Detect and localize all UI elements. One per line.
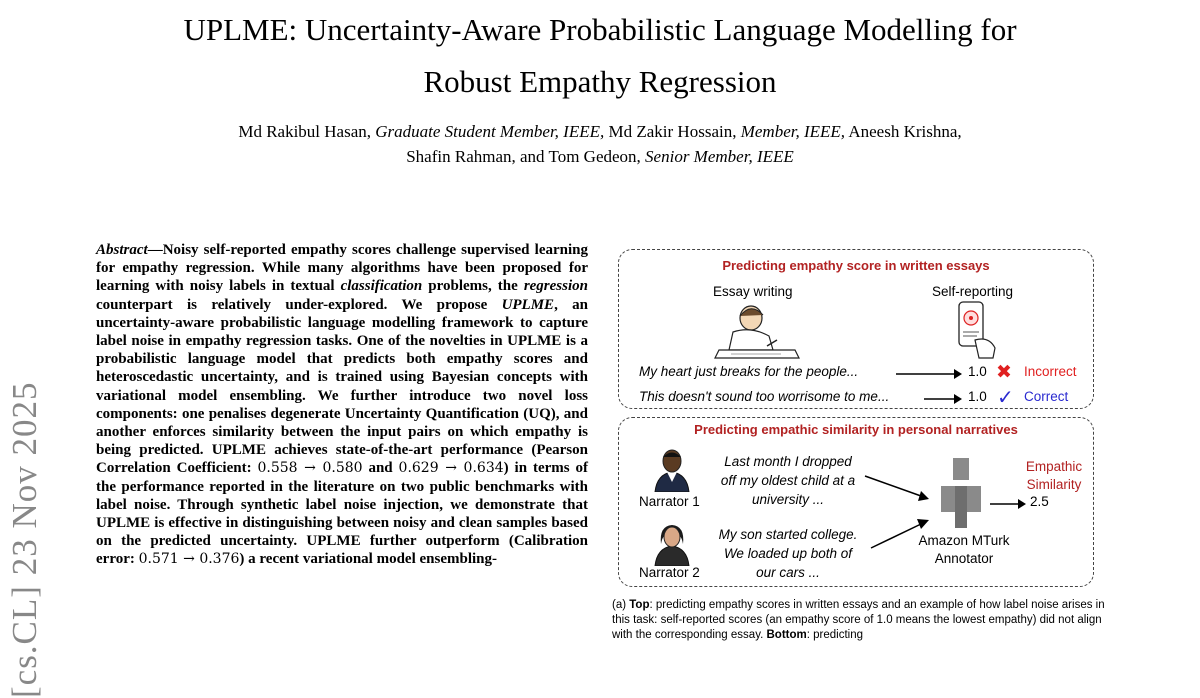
abstract-uplme: UPLME <box>501 296 555 313</box>
authors-line-1 <box>0 119 1200 144</box>
example-2-text: This doesn't sound too worrisome to me... <box>639 389 890 404</box>
abstract-math-1: 0.558 → 0.580 <box>257 460 363 477</box>
abstract-text-1: Noisy self-reported empathy scores challenge supervised learning for empathy regression. While many algorithms have been proposed for learning with noisy labels in textual <box>96 242 588 295</box>
narrative-1-text <box>709 452 867 509</box>
author-list <box>0 119 1200 169</box>
abstract-dash: — <box>147 242 163 258</box>
author-1: Md Rakibul Hasan, <box>238 122 372 141</box>
example-2-score: 1.0 <box>968 389 987 404</box>
cross-icon: ✖ <box>996 362 1012 383</box>
author-1-role: Graduate Student Member, IEEE, <box>375 122 605 141</box>
author-3: Aneesh Krishna, <box>848 122 962 141</box>
author-4: Shafin Rahman, and Tom Gedeon, <box>406 147 641 166</box>
figure-caption <box>612 598 1112 643</box>
example-2-arrow-icon <box>924 392 962 406</box>
author-2-role: Member, IEEE, <box>740 122 846 141</box>
narrative-1-line-2: off my oldest child at a <box>720 473 856 488</box>
narrator-1-avatar-icon <box>651 448 693 492</box>
narrator-2-avatar-icon <box>651 522 693 566</box>
abstract-math-2: 0.629 → 0.634 <box>398 460 504 477</box>
arxiv-stamp: [cs.CL] 23 Nov 2025 <box>5 381 44 698</box>
annotator-label <box>915 532 1013 568</box>
abstract-label: Abstract <box>96 242 148 258</box>
abstract-classification: classification <box>340 278 423 295</box>
authors-line-2 <box>0 144 1200 169</box>
abstract-text-2: problems, the <box>422 278 524 295</box>
abstract-text-4: , an uncertainty-aware probabilistic language modelling framework to capture label noise in empathy regression tasks. One of the novelties in UPLME is a probabilistic language model that predicts both empathy scores and heteroscedastic uncertainty, and is trained using Bayesian concepts with variational model ensembling. We further introduce two novel loss components: one penalises degenerate Uncertainty Quantification (UQ), and another enforces similarity between the input pairs on which empathy is being predicted. UPLME achieves state-of-the-art performance (Pearson Correlation Coefficient: <box>96 296 588 477</box>
narrator-2-label: Narrator 2 <box>639 565 700 580</box>
narrative-2-line-2: We loaded up both of <box>723 546 853 561</box>
caption-text-2: : predicting <box>806 629 863 641</box>
bottom-panel-title: Predicting empathic similarity in personal narratives <box>694 422 1018 437</box>
self-reporting-label: Self-reporting <box>932 284 1014 299</box>
narrative-2-line-3: our cars ... <box>756 565 820 580</box>
narrative-1-arrow-icon <box>865 476 921 496</box>
example-1-score: 1.0 <box>968 364 987 379</box>
figure-bottom-panel <box>618 417 1094 587</box>
figure-top-panel <box>618 249 1094 409</box>
caption-top: Top <box>629 599 650 611</box>
abstract <box>96 241 588 569</box>
title-line-1: UPLME: Uncertainty-Aware Probabilistic Language Modelling for <box>183 12 1017 47</box>
abstract-regression: regression <box>523 278 588 295</box>
example-1-arrow-icon <box>896 367 962 381</box>
narrative-1-line-3: university ... <box>751 492 825 507</box>
example-2-label: Correct <box>1024 389 1069 404</box>
narrative-2-text <box>709 525 867 582</box>
mturk-annotator-icon <box>939 456 983 530</box>
narrator-1-label: Narrator 1 <box>639 494 700 509</box>
abstract-math-3: 0.571 → 0.376 <box>138 551 240 568</box>
empathic-similarity-label <box>1021 458 1087 494</box>
figure <box>610 244 1100 590</box>
annotator-line-2: Annotator <box>934 551 994 566</box>
essay-writing-label: Essay writing <box>713 284 793 299</box>
author-2: Md Zakir Hossain, <box>608 122 737 141</box>
similarity-value: 2.5 <box>1030 494 1049 509</box>
author-4-role: Senior Member, IEEE <box>645 147 794 166</box>
narrative-1-line-1: Last month I dropped <box>724 454 852 469</box>
similarity-line-2: Similarity <box>1026 477 1082 492</box>
abstract-text-6: ) in terms of the performance reported in the literature on two public benchmarks with label noise. Through synthetic label noise injection, we demonstrate that UPLME is effective in distinguishing between noisy and clean samples based on the predicted uncertainty. UPLME further outperform (Calibration error: <box>96 460 588 568</box>
similarity-line-1: Empathic <box>1025 459 1083 474</box>
example-1-text: My heart just breaks for the people... <box>639 364 859 379</box>
abstract-text-3: counterpart is relatively under-explored. We propose <box>96 296 502 313</box>
phone-rating-icon <box>949 300 999 360</box>
narrative-2-arrow-icon <box>871 524 921 548</box>
abstract-text-5: and <box>362 460 399 477</box>
title-line-2: Robust Empathy Regression <box>423 64 777 99</box>
top-panel-title: Predicting empathy score in written essays <box>722 258 990 273</box>
caption-text-1: : predicting empathy scores in written essays and an example of how label noise arises in this task: self-reported scores (an empathy score of 1.0 means the lowest empathy) did not align with the corresponding essay. <box>612 599 1105 641</box>
example-1-label: Incorrect <box>1024 364 1077 379</box>
paper-title <box>0 4 1200 108</box>
check-icon: ✓ <box>997 387 1014 409</box>
caption-prefix: (a) <box>612 599 630 611</box>
annotator-line-1: Amazon MTurk <box>918 533 1010 548</box>
narrative-2-line-1: My son started college. <box>718 527 858 542</box>
abstract-text-7: ) a recent variational model ensembling- <box>239 551 498 568</box>
similarity-arrow-icon <box>990 497 1026 511</box>
essay-writing-icon <box>711 302 801 360</box>
caption-bottom: Bottom <box>766 629 807 641</box>
